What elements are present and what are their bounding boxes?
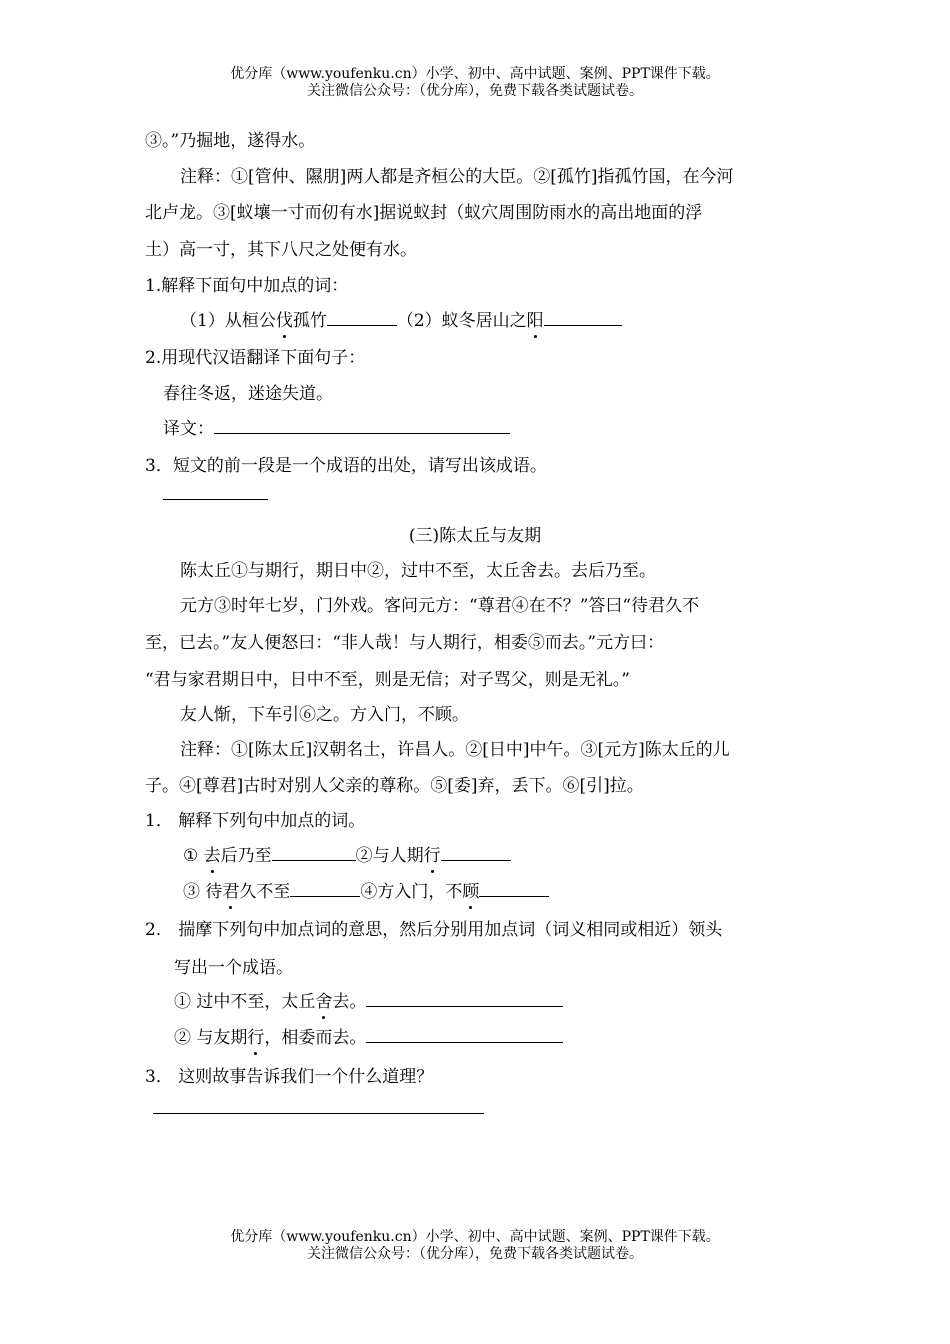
footer-line-2: 关注微信公众号：（优分库），免费下载各类试题试卷。 <box>307 1246 643 1262</box>
q2d-text: ② 与友期 <box>174 1028 248 1048</box>
dotted-word: 顾 <box>462 877 479 902</box>
text-line: “君与家君期日中，日中不至，则是无信；对子骂父，则是无礼。” <box>145 670 630 690</box>
q1b-text: ②与人期 <box>355 846 424 866</box>
page-footer <box>0 1229 950 1263</box>
translation-label: 译文： <box>163 419 214 439</box>
dotted-word: 舍 <box>315 987 332 1012</box>
footer-line-1: 优分库（www.youfenku.cn）小学、初中、高中试题、案例、PPT课件下载。 <box>230 1229 720 1245</box>
dotted-word: 去 <box>204 841 221 866</box>
answer-blank[interactable] <box>153 1113 484 1114</box>
q1d-text: ④方入门，不 <box>360 882 463 902</box>
dotted-word: 行 <box>424 841 441 866</box>
header-line-2: 关注微信公众号：（优分库），免费下载各类试题试卷。 <box>307 83 643 99</box>
q1a-text: 后乃至 <box>220 846 272 866</box>
translation-line <box>163 414 510 439</box>
text-line: 陈太丘①与期行，期日中②，过中不至，太丘舍去。去后乃至。 <box>180 561 656 581</box>
text-line: 友人惭，下车引⑥之。方入门，不顾。 <box>180 705 469 725</box>
dotted-word: 君 <box>222 877 239 902</box>
note-line: 土）高一寸，其下八尺之处便有水。 <box>145 240 417 260</box>
text-line: ③。”乃掘地，遂得水。 <box>145 131 316 151</box>
translate-sentence: 春往冬返，迷途失道。 <box>163 384 333 404</box>
dotted-word: 行 <box>247 1023 264 1048</box>
q2c-text: 去。 <box>332 992 367 1012</box>
question-1-items-b <box>183 877 549 902</box>
note-line: 子。④[尊君]古时对别人父亲的尊称。⑤[委]弃，丢下。⑥[引]拉。 <box>145 776 644 796</box>
q1c-text: ③ 待 <box>183 882 223 902</box>
answer-blank[interactable] <box>366 992 563 1007</box>
note-line: 注释：①[陈太丘]汉朝名士，许昌人。②[日中]中午。③[元方]陈太丘的儿 <box>180 740 730 760</box>
question-2-item-1 <box>174 987 563 1012</box>
q1a-text: ① <box>183 846 204 866</box>
note-line: 北卢龙。③[蚁壤一寸而仞有水]据说蚁封（蚁穴周围防雨水的高出地面的浮 <box>145 203 703 223</box>
answer-blank[interactable] <box>366 1028 563 1043</box>
answer-blank[interactable] <box>479 882 549 897</box>
answer-blank[interactable] <box>327 311 397 326</box>
text-line: 元方③时年七岁，门外戏。客问元方：“尊君④在不？”答曰“待君久不 <box>180 596 700 616</box>
question-3: 3． 这则故事告诉我们一个什么道理？ <box>145 1067 434 1087</box>
question-1-items <box>180 306 622 331</box>
answer-blank[interactable] <box>214 419 510 434</box>
note-line: 注释：①[管仲、隰朋]两人都是齐桓公的大臣。②[孤竹]指孤竹国，在今河 <box>180 167 734 187</box>
page-header <box>0 66 950 100</box>
question-2: 2.用现代汉语翻译下面句子： <box>145 348 366 368</box>
question-1-items-a <box>183 841 511 866</box>
q2c-text: ① 过中不至，太丘 <box>174 992 316 1012</box>
q1b-text: （2）蚁冬居山之 <box>396 311 527 331</box>
question-3: 3．短文的前一段是一个成语的出处，请写出该成语。 <box>145 456 547 476</box>
answer-blank[interactable] <box>290 882 360 897</box>
q1a-text: 孤竹 <box>292 311 327 331</box>
answer-blank[interactable] <box>441 846 511 861</box>
answer-blank[interactable] <box>544 311 622 326</box>
question-1: 1.解释下面句中加点的词： <box>145 276 349 296</box>
header-line-1: 优分库（www.youfenku.cn）小学、初中、高中试题、案例、PPT课件下载。 <box>230 66 720 82</box>
answer-blank[interactable] <box>163 499 268 500</box>
q1a-text: （1）从桓公 <box>180 311 276 331</box>
question-2-cont: 写出一个成语。 <box>174 958 293 978</box>
text-line: 至，已去。”友人便怒曰：“非人哉！与人期行，相委⑤而去。”元方曰： <box>145 633 665 653</box>
q1c-text: 久不至 <box>239 882 291 902</box>
question-2: 2． 揣摩下列句中加点词的意思，然后分别用加点词（词义相同或相近）领头 <box>145 920 723 940</box>
section-title: (三)陈太丘与友期 <box>408 526 542 546</box>
dotted-word: 伐 <box>276 306 293 331</box>
dotted-word: 阳 <box>527 306 544 331</box>
q2d-text: ，相委而去。 <box>264 1028 367 1048</box>
question-2-item-2 <box>174 1023 563 1048</box>
question-1: 1． 解释下列句中加点的词。 <box>145 811 366 831</box>
answer-blank[interactable] <box>272 846 356 861</box>
